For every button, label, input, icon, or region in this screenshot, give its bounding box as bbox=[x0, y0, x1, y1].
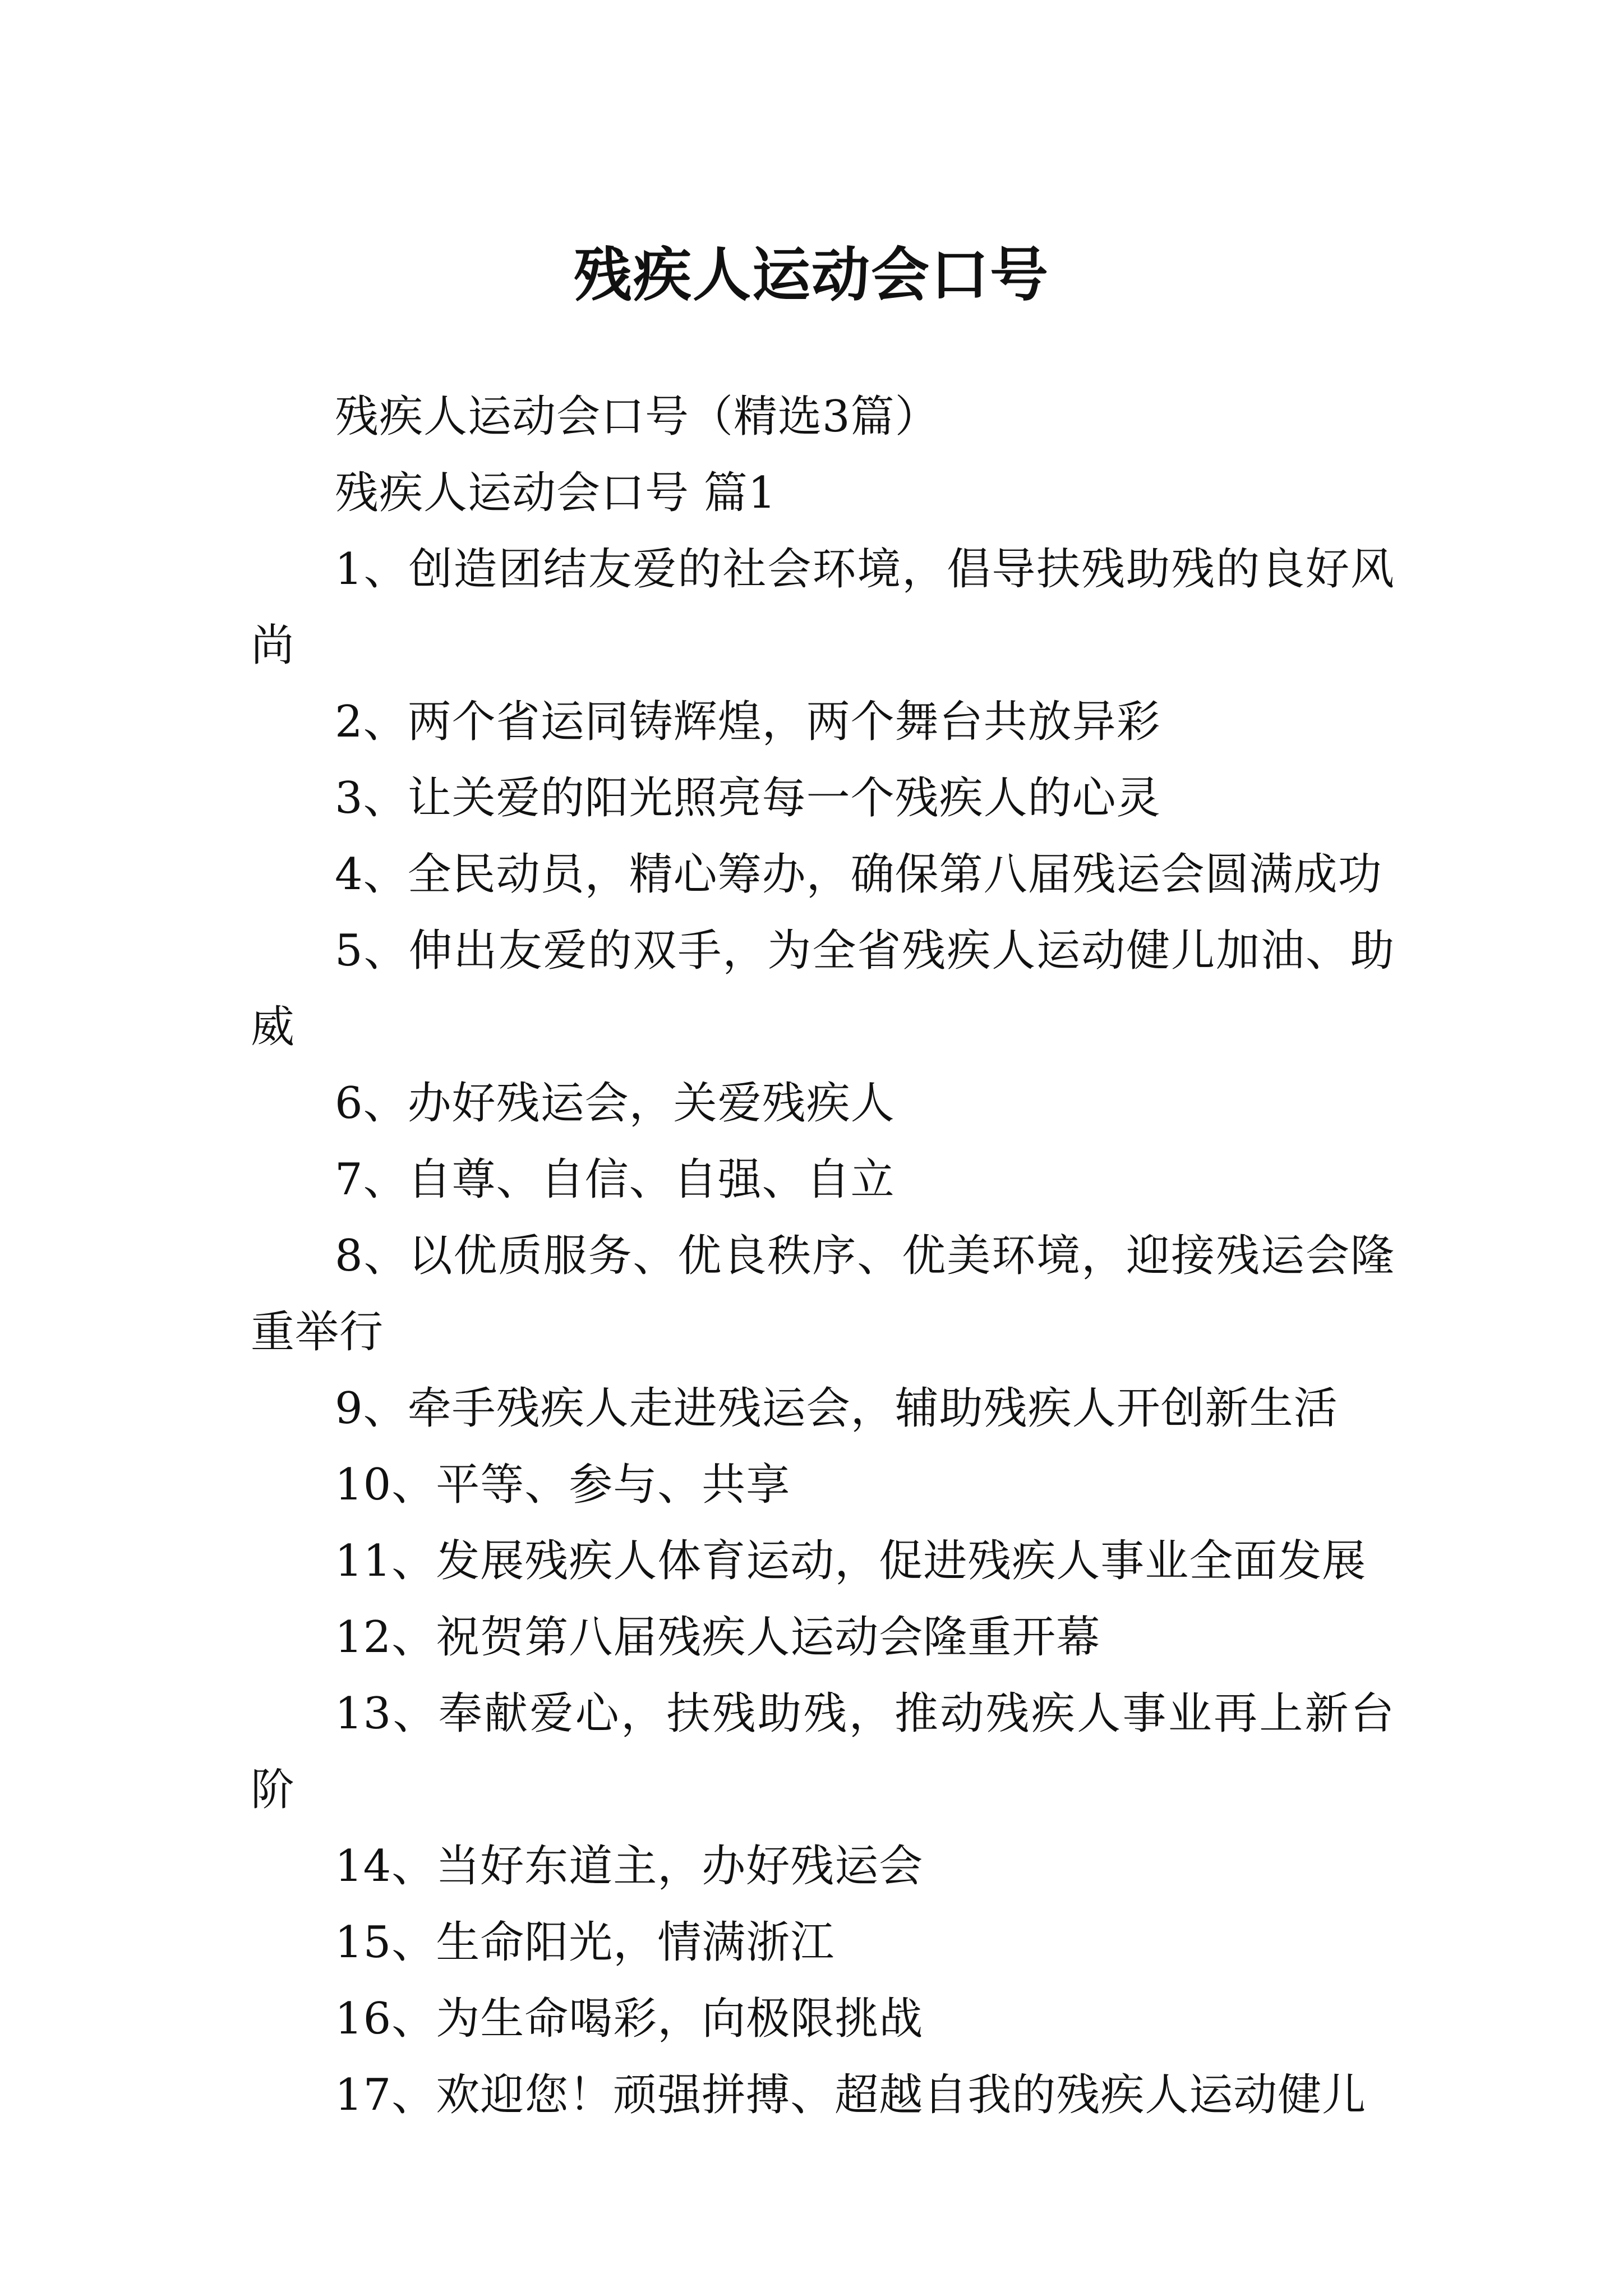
slogan-item: 13、奉献爱心，扶残助残，推动残疾人事业再上新台阶 bbox=[251, 1688, 1395, 1815]
slogan-item: 10、平等、参与、共享 bbox=[335, 1460, 791, 1510]
slogan-item: 1、创造团结友爱的社会环境，倡导扶残助残的良好风尚 bbox=[251, 544, 1395, 671]
slogan-item: 8、以优质服务、优良秩序、优美环境，迎接残运会隆重举行 bbox=[251, 1231, 1395, 1358]
slogan-item: 3、让关爱的阳光照亮每一个残疾人的心灵 bbox=[335, 773, 1161, 823]
document-title: 残疾人运动会口号 bbox=[573, 240, 1049, 309]
slogan-item: 14、当好东道主，办好残运会 bbox=[335, 1841, 924, 1892]
slogan-item: 16、为生命喝彩，向极限挑战 bbox=[335, 1994, 924, 2044]
document-body bbox=[251, 379, 1395, 2133]
slogan-item: 11、发展残疾人体育运动，促进残疾人事业全面发展 bbox=[335, 1536, 1367, 1586]
paragraph-intro: 残疾人运动会口号（精选3篇） bbox=[335, 392, 939, 442]
slogan-item: 4、全民动员，精心筹办，确保第八届残运会圆满成功 bbox=[335, 849, 1382, 900]
slogan-item: 2、两个省运同铸辉煌，两个舞台共放异彩 bbox=[335, 697, 1161, 747]
slogan-item: 12、祝贺第八届残疾人运动会隆重开幕 bbox=[335, 1612, 1101, 1663]
slogan-item: 7、自尊、自信、自强、自立 bbox=[335, 1154, 895, 1205]
slogan-item: 6、办好残运会，关爱残疾人 bbox=[335, 1078, 895, 1129]
section-heading: 残疾人运动会口号 篇1 bbox=[335, 468, 777, 518]
slogan-item: 17、欢迎您！顽强拼搏、超越自我的残疾人运动健儿 bbox=[335, 2070, 1367, 2120]
slogan-item: 5、伸出友爱的双手，为全省残疾人运动健儿加油、助威 bbox=[251, 926, 1395, 1052]
slogan-item: 9、牵手残疾人走进残运会，辅助残疾人开创新生活 bbox=[335, 1383, 1338, 1434]
slogan-item: 15、生命阳光，情满浙江 bbox=[335, 1917, 835, 1968]
